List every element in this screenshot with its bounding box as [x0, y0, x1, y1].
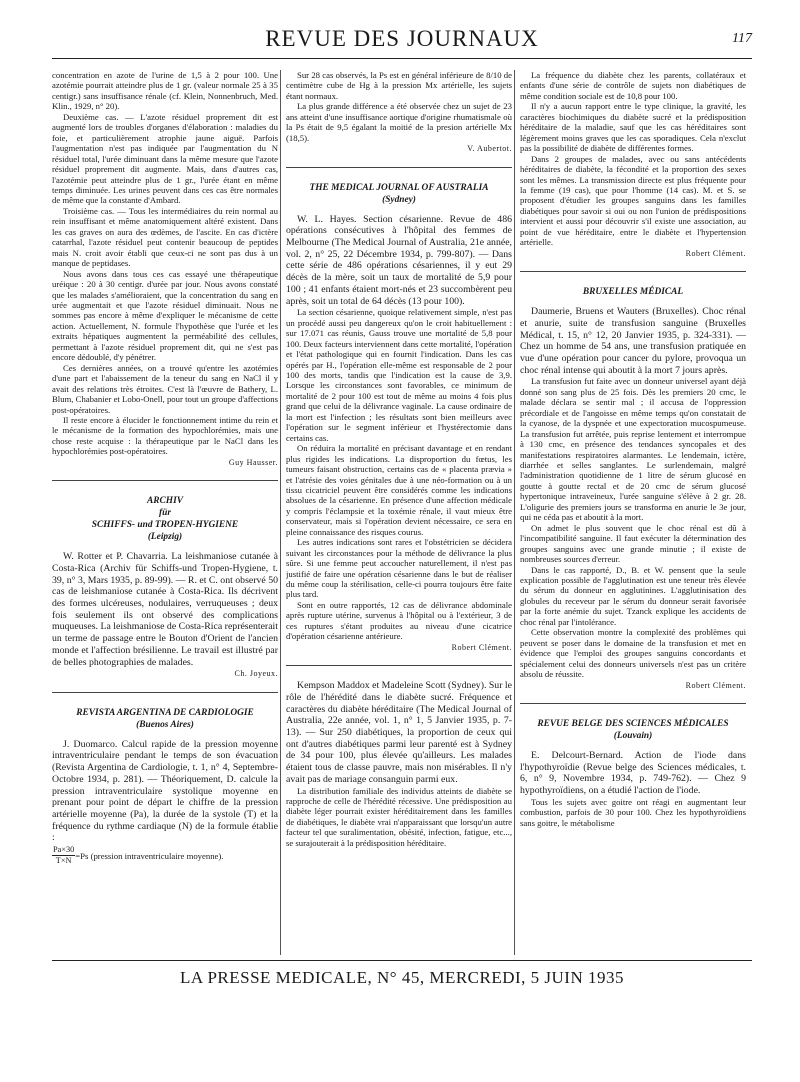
paragraph: Nous avons dans tous ces cas essayé une thérapeutique uréique : 20 à 30 centigr. d'urée par jour. Nous avons constaté que les malades s'amélioraient, que la concentration du sang en urée augmentait et que l'azote résiduel diminuait. Nous ne sommes pas encore à même d'expliquer le mécanisme de cette action. Actuellement, N. formule l'hypothèse que l'urée et les extraits hépatiques augmentent la perméabilité des cellules, permettant à l'azote résiduel proprement dit, qui ne s'est pas encore dédoublé, d'y pénétrer.: [52, 268, 278, 363]
column-divider: [280, 70, 281, 955]
paragraph: Il reste encore à élucider le fonctionnement intime du rein et le mécanisme de la formation des hypochlorémies, mais une chose reste acquise : la thérapeutique par le NaCl dans les hypochlorémies post-opératoires.: [52, 414, 278, 457]
journal-title: THE MEDICAL JOURNAL OF AUSTRALIA: [309, 182, 489, 193]
column-left: [52, 70, 278, 955]
formula-fraction: [52, 845, 75, 867]
paragraph: Sur 28 cas observés, la Ps est en général inférieure de 8/10 de centimètre cube de Hg à la pression Mx artérielle, les sujets étant normaux.: [286, 70, 512, 101]
paragraph: Ces dernières années, on a trouvé qu'entre les azotémies d'une part et l'abaissement de la teneur du sang en NaCl il y avait des relations très étroites. C'est là l'œuvre de Bathery, L. Blum, Chabanier et Lobo-Onell, pour tout un groupe d'affections post-opératoires.: [52, 362, 278, 415]
formula-denominator: T×N: [55, 856, 72, 866]
journal-title-line: SCHIFFS- und TROPEN-HYGIENE: [91, 520, 239, 531]
section-separator: [52, 480, 278, 481]
section-separator: [286, 167, 512, 168]
article-abstract: W. L. Hayes. Section césarienne. Revue de 486 opérations consécutives à l'hôpital des femmes de Melbourne (The Medical Journal of Australia, 21e année, vol. 2, n° 25, 22 Décembre 1934, p. 799-807). — Dans cette série de 486 opérations césariennes, il y eut 29 décès de la mère, soit un taux de mortalité de 5,9 pour 100 ; 41 enfants étaient mort-nés et 23 succombèrent peu après, soit un total de 64 décès (13 pour 100).: [286, 213, 512, 307]
formula-numerator: Pa×30: [52, 845, 75, 856]
author-signature: Ch. Joyeux.: [234, 669, 278, 679]
page-number: 117: [732, 31, 752, 46]
author-signature: Robert Clément.: [685, 680, 746, 690]
paragraph: Tous les sujets avec goitre ont réagi en augmentant leur combustion, parfois de 30 pour 100. Chez les hypothyroïdiens sans goitre, le métabolisme: [520, 796, 746, 828]
paragraph: Cette observation montre la complexité des problèmes qui peuvent se poser dans le domaine de la transfusion et met en évidence que l'emploi des groupes sanguins concordants et spécialement celui des donneurs universels n'est pas un critère absolu de réussite.: [520, 627, 746, 680]
column-right: [520, 70, 746, 955]
journal-city: (Buenos Aires): [136, 719, 194, 730]
page-footer: LA PRESSE MEDICALE, N° 45, MERCREDI, 5 JUIN 1935: [179, 968, 624, 987]
footer-rule: [52, 960, 752, 961]
section-separator: [286, 665, 512, 666]
section-separator: [520, 271, 746, 272]
paragraph: concentration en azote de l'urine de 1,5 à 2 pour 100. Une azotémie pourrait atteindre plus de 1 gr. (valeur normale 25 à 35 centigr.) sans insuffisance rénale (cf. Klein, Nonnenbruch, Med. Klin., 1929, n° 20).: [52, 70, 278, 112]
section-separator: [520, 703, 746, 704]
paragraph: Les autres indications sont rares et l'obstétricien se décidera suivant les circonstances pour la méthode de délivrance la plus sûre. Si une femme peut accoucher naturellement, il n'est pas justifié de faire une opération césarienne dans le but de réaliser du même coup la stérilisation, celle-ci pourra toujours être faite plus tard.: [286, 537, 512, 600]
column-middle: [286, 70, 512, 955]
formula: [52, 845, 278, 867]
author-signature: Guy Hausser.: [228, 457, 278, 467]
paragraph: La section césarienne, quoique relativement simple, n'est pas un procédé aussi peu dangereux qu'on le croit habituellement : sur 17.071 cas réunis, Gauss trouve une mortalité de 5,8 pour 100. Deux facteurs interviennent dans cette mortalité, l'opération et l'état pathologique qui en fournit l'indication. Dans les cas opérés par H., l'opération elle-même est responsable de 2 pour 100 des morts, tandis que l'indication est la cause de 3,9. Lorsque les circonstances sont favorables, ce minimum de mortalité de 2 pour 100 est tout de même au moins 4 fois plus grand que celui de la délivrance vaginale. La cause ordinaire de la mort est l'infection ; les résultats sont bien meilleurs avec l'opération sur le segment inférieur et l'hystérectomie dans certains cas.: [286, 307, 512, 443]
article-abstract: Kempson Maddox et Madeleine Scott (Sydney). Sur le rôle de l'hérédité dans le diabète sucré. Fréquence et caractères du diabète héréditaire (The Medical Journal of Australia, 22e année, vol. 1, n° 1, 5 Janvier 1935, p. 7-13). — Sur 250 diabétiques, la proportion de ceux qui ont d'autres diabétiques parmi leur parenté est à Sydney de 34 pour 100, plus élevée qu'ailleurs. Les malades étaient tous de classe pauvre, mais non misérables. Il n'y avait pas de mariage consanguin parmi eux.: [286, 680, 512, 785]
journal-title: ARCHIV: [147, 496, 183, 507]
paragraph: La fréquence du diabète chez les parents, collatéraux et enfants d'une série de contrôle de sujets non diabétiques de même condition sociale est de 10,8 pour 100.: [520, 70, 746, 101]
article-abstract: Daumerie, Bruens et Wauters (Bruxelles). Choc rénal et anurie, suite de transfusion sanguine (Bruxelles Médical, t. 15, n° 12, 20 Janvier 1935, p. 324-331). — Chez un homme de 54 ans, une transfusion pratiquée en vue d'une opération pour cancer du pylore, provoqua un choc rénal intense qui aboutit à la mort 7 jours après.: [520, 306, 746, 376]
article-abstract: J. Duomarco. Calcul rapide de la pression moyenne intraventriculaire pendant le temps de son évacuation (Revista Argentina de Cardiologie, t. 1, n° 4, Septembre-Octobre 1934, p. 281). — Théoriquement, D. calcule la pression intraventriculaire systolique moyenne en prenant pour point de départ le chiffre de la pression artérielle moyenne (Pa), la durée de la systole (T) et la fréquence du rythme cardiaque (N) de la formule établie :: [52, 738, 278, 844]
running-title: REVUE DES JOURNAUX: [265, 26, 539, 51]
paragraph: La plus grande différence a été observée chez un sujet de 23 ans atteint d'une insuffisance aortique d'origine rhumatismale où la Ps était de 9,5 égalant la moitié de la presion artérielle Mx (18,5).: [286, 101, 512, 143]
paragraph: Il n'y a aucun rapport entre le type clinique, la gravité, les caractères biochimiques du diabète sucré et la prédisposition héréditaire de la maladie, sauf que les cas héréditaires sont légèrement moins graves que les cas sporadiques. Cela n'exclut pas la possibilité de diabète de différentes formes.: [520, 101, 746, 154]
paragraph: La distribution familiale des individus atteints de diabète se rapproche de celle de l'hérédité récessive. Une prédisposition au diabète léger pourrait exister héréditairement dans les familles de diabétiques, le diabète vrai n'apparaissant que lorsqu'un autre facteur tel que suralimentation, obésité, infection, fatigue, etc..., se surajouterait à la prédisposition héréditaire.: [286, 785, 512, 848]
section-separator: [52, 692, 278, 693]
paragraph: On admet le plus souvent que le choc rénal est dû à l'incompatibilité sanguine. Il faut exécuter la détermination des groupes sanguins avec une grande minutie ; il existe de nombreuses sources d'erreur.: [520, 522, 746, 565]
author-signature: Robert Clément.: [685, 248, 746, 258]
header-rule: [52, 58, 752, 59]
paragraph: Sont en outre rapportés, 12 cas de délivrance abdominale après rupture utérine, survenus à l'hôpital ou à l'extérieur, 3 de ces ruptures s'étant produites au niveau d'une cicatrice d'opération césarienne antérieure.: [286, 599, 512, 642]
column-divider: [514, 70, 515, 955]
journal-title: REVUE BELGE DES SCIENCES MÉDICALES: [537, 718, 729, 729]
journal-title: BRUXELLES MÉDICAL: [582, 287, 684, 298]
paragraph: Troisième cas. — Tous les intermédiaires du rein normal au rein insuffisant et même anatomiquement altéré existent. Dans les cas graves on aura des œdèmes, de l'ascite. En cas d'ictère catarrhal, l'azote résiduel peut contenir beaucoup de peptides mais N. croit avoir établi que ceux-ci ne sont pas dus à un manque de peptidases.: [52, 205, 278, 269]
formula-result: =Ps (pression intraventriculaire moyenne).: [75, 850, 224, 861]
page-header: [52, 26, 752, 54]
paragraph: On réduira la mortalité en précisant davantage et en rendant plus rigides les indications. La disproportion du fœtus, les tumeurs faisant obstruction, certains cas de « placenta prævia » et l'atrésie des voies génitales due à une néo-formation ou à un tissu cicatriciel peuvent être considérés comme les indications absolues de la césarienne. En présence d'une affection médicale y compris l'éclampsie et la toxémie rénale, il vaut mieux être conservateur, mais si l'opération devient nécessaire, ce sera en pleine connaissance des risques courus.: [286, 443, 512, 537]
paragraph: Dans 2 groupes de malades, avec ou sans antécédents héréditaires de diabète, la fécondité et la proportion des sexes sont les mêmes. La transmission directe est plus fréquente pour la femme (19 cas), que pour l'homme (14 cas). M. et S. se proposent d'étudier les groupes sanguins dans les familles diabétiques pour savoir si oui ou non l'union de prédispositions intervient et aussi pour découvrir s'il existe une association, au point de vue héréditaire, entre le diabète et l'hypertension artérielle.: [520, 153, 746, 248]
journal-title: REVISTA ARGENTINA DE CARDIOLOGIE: [76, 707, 254, 718]
journal-city: (Louvain): [613, 730, 653, 741]
author-signature: Robert Clément.: [451, 642, 512, 652]
paragraph: La transfusion fut faite avec un donneur universel ayant déjà donné son sang plus de 25 fois. Dès les premiers 20 cmc, le malade déclara se sentir mal ; il accusa de l'oppression précordiale et de l'angoisse en même temps qu'on constatait de la cyanose, de la dyspnée et une expectoration mucospumeuse. La transfusion fut arrêtée, puis reprise lentement et interrompue à 130 cmc, en présence des tendances syncopales et des manifestations respiratoires alarmantes. Le lendemain, ictère, diarrhée et selles sanglantes. Le surlendemain, malgré l'administration quotidienne de 1 litre de sérum glucosé en goutte à goutte rectal et de 20 cmc de sérum glucosé hypertonique intraveineux, l'urée sanguine s'élève à 2 gr. 28. L'oligurie des premiers jours se transforma en anurie le 3e jour, qui ne céda pas et aboutit à la mort.: [520, 376, 746, 523]
paragraph: Dans le cas rapporté, D., B. et W. pensent que la seule explication possible de l'agglutination est une teneur très élevée du sérum du donneur en agglutinines. L'agglutinisation des globules du receveur par le sérum du donneur serait favorisée par la forte anémie du sujet. Tzanck explique les accidents de choc rénal par l'intolérance.: [520, 564, 746, 627]
article-abstract: W. Rotter et P. Chavarria. La leishmaniose cutanée à Costa-Rica (Archiv für Schiffs-und Tropen-Hygiene, t. 39, n° 3, Mars 1935, p. 89-99). — R. et C. ont observé 50 cas de leishmaniose cutanée à Costa-Rica. Ils décrivent des formes ulcéreuses, nodulaires, verruqueuses ; deux fois seulement ils ont observé des complications muqueuses. La leishmaniose de Costa-Rica représenterait un terme de passage entre le Bouton d'Orient de l'ancien monde et l'affection brésilienne. Le travail est illustré par de belles photographies de malades.: [52, 551, 278, 668]
article-abstract: E. Delcourt-Bernard. Action de l'iode dans l'hypothyroïdie (Revue belge des Sciences médicales, t. 6, n° 9, Novembre 1934, p. 749-762). — Chez 9 hypothyroïdiens, on a étudié l'action de l'iode.: [520, 749, 746, 797]
author-signature: V. Aubertot.: [467, 144, 512, 154]
journal-title-line: für: [159, 508, 171, 519]
journal-city: (Leipzig): [147, 532, 183, 543]
journal-city: (Sydney): [382, 194, 416, 205]
paragraph: Deuxième cas. — L'azote résiduel proprement dit est augmenté lors de troubles d'organes d'élaboration : maladies du foie, et particulièrement atrophie jaune aiguë. Parfois l'augmentation n'est pas indiquée par l'augmentation du N résiduel total, l'urée diminuant dans la même mesure que l'azote résiduel proprement dit augmente. Mais, dans d'autres cas, l'azotémie peut atteindre plus de 1 gr., l'urée étant en même temps diminuée. Les urines peuvent dans ces cas être normales de même que la constante d'Ambard.: [52, 111, 278, 206]
